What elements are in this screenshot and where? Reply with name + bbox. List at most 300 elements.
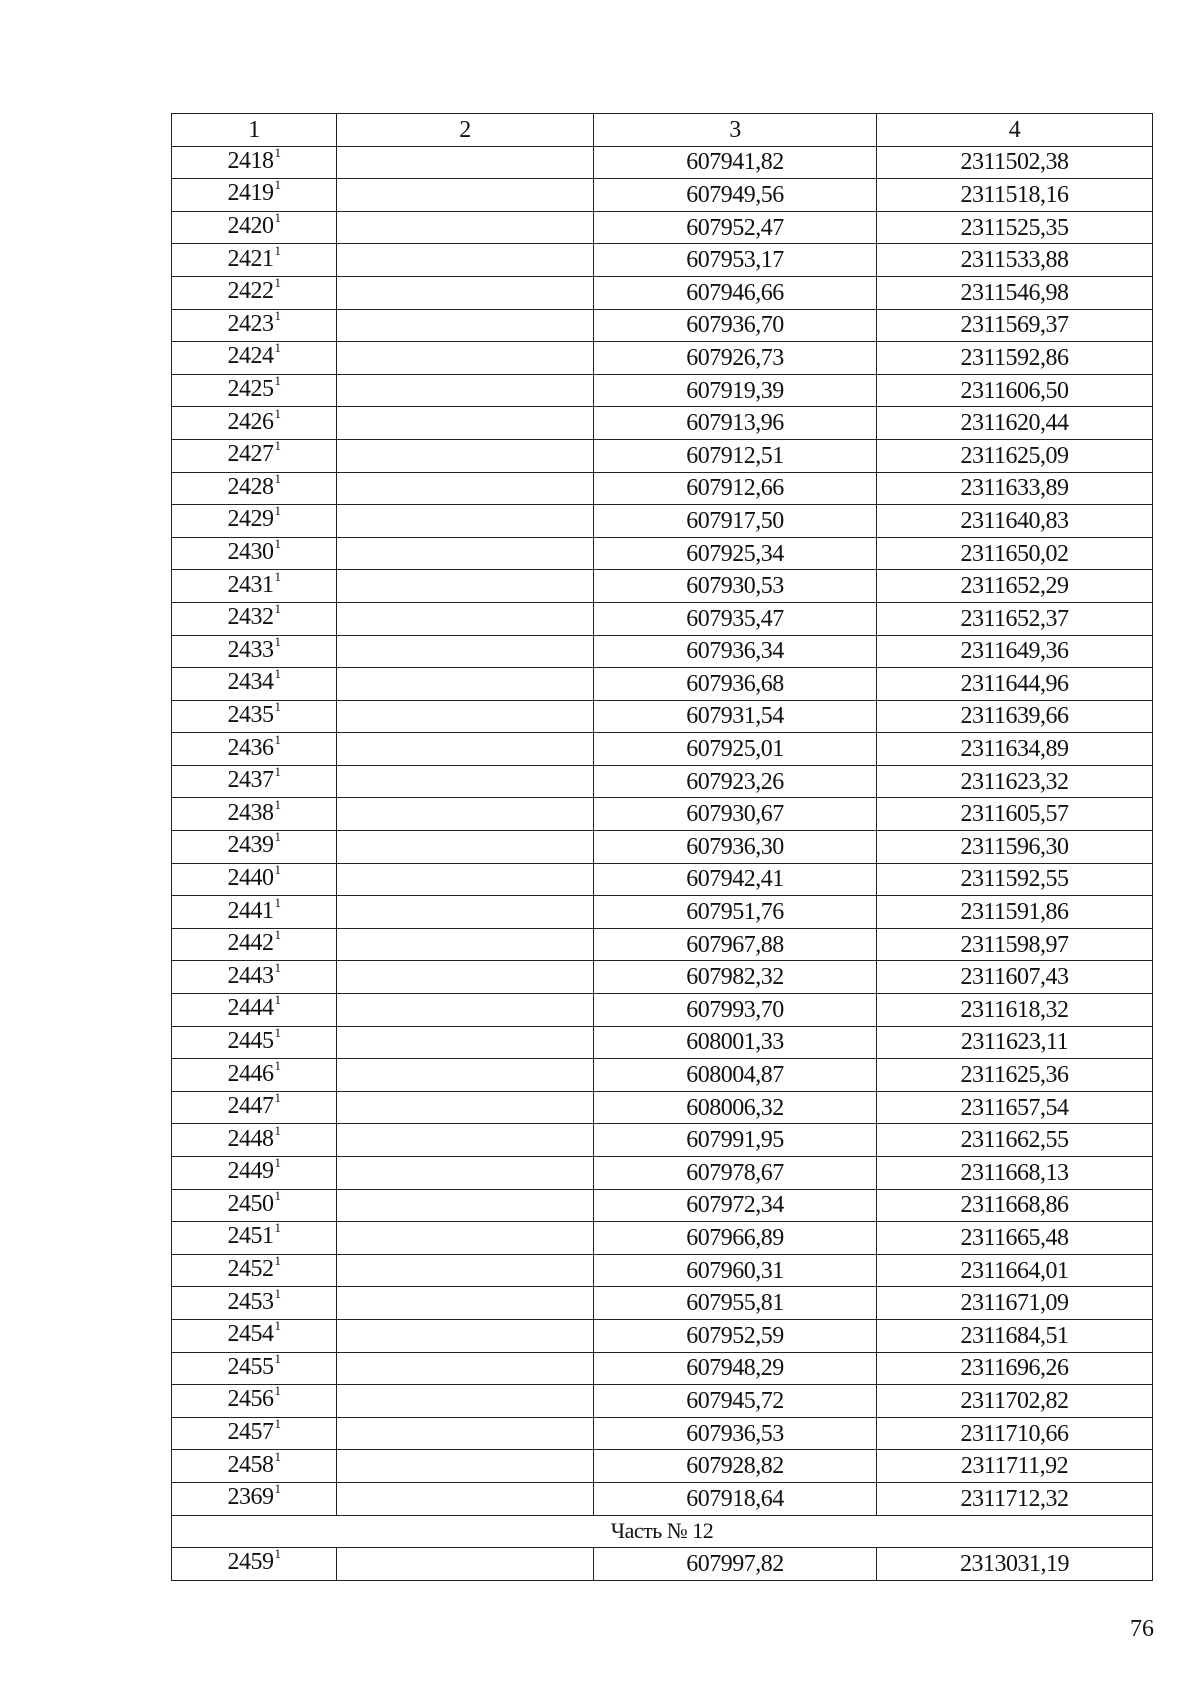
header-cell-4: 4 <box>877 114 1153 147</box>
x-coordinate-cell <box>594 831 877 864</box>
x-coordinate-cell-text: 607997,82 <box>686 1550 784 1577</box>
point-number-cell-text: 2454 <box>227 1321 274 1348</box>
col2-cell <box>337 765 594 798</box>
point-number-cell <box>172 1059 337 1092</box>
point-number-cell-text: 2440 <box>227 864 274 891</box>
y-coordinate-cell <box>877 896 1153 929</box>
table-row <box>172 831 1153 864</box>
y-coordinate-cell <box>877 244 1153 277</box>
x-coordinate-cell-text: 607978,67 <box>686 1159 784 1186</box>
part-heading-row <box>172 1515 1153 1548</box>
y-coordinate-cell <box>877 994 1153 1027</box>
point-number-cell <box>172 635 337 668</box>
table-row <box>172 211 1153 244</box>
point-number-cell-text: 2452 <box>227 1256 274 1283</box>
x-coordinate-cell <box>594 1352 877 1385</box>
y-coordinate-cell-text: 2311668,13 <box>960 1159 1069 1186</box>
x-coordinate-cell-text: 607952,59 <box>686 1322 784 1349</box>
point-number-cell-text: 2455 <box>227 1353 274 1380</box>
point-number-cell <box>172 505 337 538</box>
col2-cell <box>337 244 594 277</box>
point-number-cell-text: 2451 <box>227 1223 274 1250</box>
point-number-cell <box>172 602 337 635</box>
point-number-cell-text: 2426 <box>227 408 274 435</box>
header-cell-1: 1 <box>172 114 337 147</box>
point-number-cell <box>172 961 337 994</box>
y-coordinate-cell-text: 2311518,16 <box>960 181 1069 208</box>
y-coordinate-cell <box>877 1254 1153 1287</box>
x-coordinate-cell <box>594 570 877 603</box>
y-coordinate-cell-text: 2311592,55 <box>960 866 1069 893</box>
header-cell-2: 2 <box>337 114 594 147</box>
x-coordinate-cell-text: 607946,66 <box>686 279 784 306</box>
point-number-superscript: 1 <box>274 1319 281 1334</box>
point-number-cell <box>172 896 337 929</box>
table-row <box>172 961 1153 994</box>
y-coordinate-cell <box>877 537 1153 570</box>
col2-cell <box>337 1059 594 1092</box>
table-row <box>172 1450 1153 1483</box>
point-number-cell <box>172 1254 337 1287</box>
x-coordinate-cell-text: 607952,47 <box>686 214 784 241</box>
x-coordinate-cell-text: 607972,34 <box>686 1192 784 1219</box>
point-number-cell <box>172 1482 337 1515</box>
table-row <box>172 309 1153 342</box>
point-number-superscript: 1 <box>274 1058 281 1073</box>
y-coordinate-cell <box>877 1417 1153 1450</box>
point-number-superscript: 1 <box>274 1482 281 1497</box>
point-number-superscript: 1 <box>274 1286 281 1301</box>
col2-cell <box>337 342 594 375</box>
point-number-cell-text: 2442 <box>227 930 274 957</box>
point-number-cell-text: 2449 <box>227 1158 274 1185</box>
point-number-superscript: 1 <box>274 960 281 975</box>
header-row <box>172 114 1153 147</box>
point-number-superscript: 1 <box>274 569 281 584</box>
point-number-superscript: 1 <box>274 1189 281 1203</box>
y-coordinate-cell <box>877 1059 1153 1092</box>
y-coordinate-cell <box>877 374 1153 407</box>
y-coordinate-cell-text: 2311525,35 <box>960 214 1069 241</box>
point-number-cell <box>172 439 337 472</box>
point-number-cell <box>172 863 337 896</box>
x-coordinate-cell-text: 607993,70 <box>686 996 784 1023</box>
point-number-cell <box>172 831 337 864</box>
x-coordinate-cell <box>594 1450 877 1483</box>
y-coordinate-cell-text: 2311640,83 <box>960 507 1069 534</box>
point-number-superscript: 1 <box>274 895 281 910</box>
point-number-superscript: 1 <box>274 830 281 845</box>
point-number-cell <box>172 1124 337 1157</box>
x-coordinate-cell-text: 607960,31 <box>686 1257 784 1284</box>
col2-cell <box>337 602 594 635</box>
col2-cell <box>337 896 594 929</box>
x-coordinate-cell <box>594 668 877 701</box>
point-number-superscript: 1 <box>274 765 281 780</box>
y-coordinate-cell-text: 2311607,43 <box>960 964 1069 991</box>
x-coordinate-cell <box>594 146 877 179</box>
x-coordinate-cell <box>594 439 877 472</box>
y-coordinate-cell <box>877 602 1153 635</box>
point-number-cell <box>172 798 337 831</box>
point-number-superscript: 1 <box>274 472 281 486</box>
table-row <box>172 1548 1153 1581</box>
y-coordinate-cell-text: 2311592,86 <box>960 344 1069 371</box>
col2-cell <box>337 505 594 538</box>
y-coordinate-cell <box>877 635 1153 668</box>
x-coordinate-cell <box>594 602 877 635</box>
point-number-cell <box>172 309 337 342</box>
x-coordinate-cell-text: 607949,56 <box>686 181 784 208</box>
y-coordinate-cell-text: 2311533,88 <box>960 247 1069 274</box>
x-coordinate-cell-text: 607936,53 <box>686 1420 784 1447</box>
x-coordinate-cell <box>594 896 877 929</box>
y-coordinate-cell-text: 2311712,32 <box>960 1485 1069 1512</box>
x-coordinate-cell-text: 607942,41 <box>686 866 784 893</box>
point-number-superscript: 1 <box>274 243 281 258</box>
point-number-cell-text: 2433 <box>227 636 274 663</box>
table-row <box>172 1059 1153 1092</box>
x-coordinate-cell-text: 607991,95 <box>686 1127 784 1154</box>
point-number-superscript: 1 <box>274 928 281 943</box>
x-coordinate-cell <box>594 700 877 733</box>
table-row <box>172 1157 1153 1190</box>
col2-cell <box>337 928 594 961</box>
point-number-cell-text: 2447 <box>227 1093 274 1120</box>
x-coordinate-cell <box>594 928 877 961</box>
y-coordinate-cell <box>877 309 1153 342</box>
table-row <box>172 1026 1153 1059</box>
page-number: 76 <box>1130 1616 1154 1642</box>
x-coordinate-cell-text: 608004,87 <box>686 1062 784 1089</box>
y-coordinate-cell-text: 2311623,11 <box>960 1029 1069 1056</box>
point-number-superscript: 1 <box>274 1221 281 1236</box>
x-coordinate-cell <box>594 211 877 244</box>
table-row <box>172 1352 1153 1385</box>
col2-cell <box>337 439 594 472</box>
x-coordinate-cell <box>594 1222 877 1255</box>
table-row <box>172 765 1153 798</box>
y-coordinate-cell-text: 2311546,98 <box>960 279 1069 306</box>
y-coordinate-cell-text: 2311662,55 <box>960 1127 1069 1154</box>
point-number-cell <box>172 537 337 570</box>
point-number-cell-text: 2435 <box>227 701 274 728</box>
point-number-cell <box>172 1385 337 1418</box>
x-coordinate-cell-text: 607953,17 <box>686 247 784 274</box>
point-number-cell <box>172 211 337 244</box>
col2-cell <box>337 700 594 733</box>
y-coordinate-cell <box>877 765 1153 798</box>
y-coordinate-cell-text: 2311684,51 <box>960 1322 1069 1349</box>
point-number-cell-text: 2425 <box>227 376 274 403</box>
point-number-superscript: 1 <box>274 1547 281 1562</box>
point-number-superscript: 1 <box>274 374 281 389</box>
point-number-cell-text: 2453 <box>227 1288 274 1315</box>
table-row <box>172 668 1153 701</box>
x-coordinate-cell-text: 607936,34 <box>686 638 784 665</box>
point-number-cell <box>172 1450 337 1483</box>
table-row <box>172 863 1153 896</box>
y-coordinate-cell <box>877 505 1153 538</box>
table-row <box>172 1482 1153 1515</box>
point-number-cell-text: 2420 <box>227 213 274 240</box>
point-number-superscript: 1 <box>274 1091 281 1106</box>
x-coordinate-cell <box>594 994 877 1027</box>
x-coordinate-cell <box>594 374 877 407</box>
point-number-cell <box>172 146 337 179</box>
table-row <box>172 1417 1153 1450</box>
x-coordinate-cell-text: 607945,72 <box>686 1387 784 1414</box>
col2-cell <box>337 309 594 342</box>
x-coordinate-cell <box>594 1287 877 1320</box>
point-number-superscript: 1 <box>274 1254 281 1269</box>
point-number-superscript: 1 <box>274 537 281 552</box>
x-coordinate-cell-text: 607917,50 <box>686 507 784 534</box>
point-number-superscript: 1 <box>274 1352 281 1366</box>
x-coordinate-cell <box>594 1319 877 1352</box>
point-number-cell <box>172 1157 337 1190</box>
y-coordinate-cell-text: 2311696,26 <box>960 1355 1069 1382</box>
point-number-cell-text: 2441 <box>227 897 274 924</box>
y-coordinate-cell-text: 2311605,57 <box>960 801 1069 828</box>
point-number-superscript: 1 <box>274 667 281 682</box>
y-coordinate-cell <box>877 1124 1153 1157</box>
col2-cell <box>337 831 594 864</box>
point-number-superscript: 1 <box>274 276 281 291</box>
x-coordinate-cell-text: 608006,32 <box>686 1094 784 1121</box>
point-number-superscript: 1 <box>274 146 281 160</box>
table-row <box>172 1091 1153 1124</box>
point-number-cell-text: 2432 <box>227 604 274 631</box>
point-number-cell <box>172 700 337 733</box>
y-coordinate-cell-text: 2311649,36 <box>960 638 1069 665</box>
y-coordinate-cell-text: 2311598,97 <box>960 931 1069 958</box>
y-coordinate-cell <box>877 1157 1153 1190</box>
x-coordinate-cell <box>594 1482 877 1515</box>
point-number-cell <box>172 733 337 766</box>
point-number-cell-text: 2369 <box>227 1484 274 1511</box>
x-coordinate-cell <box>594 407 877 440</box>
col2-cell <box>337 179 594 212</box>
col2-cell <box>337 374 594 407</box>
point-number-cell-text: 2423 <box>227 310 274 337</box>
x-coordinate-cell-text: 607919,39 <box>686 377 784 404</box>
x-coordinate-cell-text: 607912,51 <box>686 442 784 469</box>
col2-cell <box>337 407 594 440</box>
y-coordinate-cell-text: 2311652,37 <box>960 605 1069 632</box>
y-coordinate-cell <box>877 1385 1153 1418</box>
point-number-cell <box>172 1548 337 1581</box>
table-row <box>172 276 1153 309</box>
point-number-superscript: 1 <box>274 1384 281 1399</box>
x-coordinate-cell <box>594 1124 877 1157</box>
x-coordinate-cell <box>594 505 877 538</box>
col2-cell <box>337 146 594 179</box>
y-coordinate-cell <box>877 570 1153 603</box>
table-row <box>172 733 1153 766</box>
point-number-cell <box>172 1091 337 1124</box>
y-coordinate-cell <box>877 1091 1153 1124</box>
col2-cell <box>337 1254 594 1287</box>
x-coordinate-cell-text: 607955,81 <box>686 1290 784 1317</box>
col2-cell <box>337 1417 594 1450</box>
table-row <box>172 342 1153 375</box>
x-coordinate-cell-text: 607931,54 <box>686 703 784 730</box>
y-coordinate-cell-text: 2311620,44 <box>960 410 1069 437</box>
point-number-superscript: 1 <box>274 178 281 193</box>
col2-cell <box>337 635 594 668</box>
x-coordinate-cell <box>594 179 877 212</box>
table-row <box>172 1319 1153 1352</box>
point-number-superscript: 1 <box>274 635 281 649</box>
x-coordinate-cell <box>594 1091 877 1124</box>
table-row <box>172 1254 1153 1287</box>
point-number-cell-text: 2431 <box>227 571 274 598</box>
x-coordinate-cell <box>594 244 877 277</box>
table-row <box>172 798 1153 831</box>
point-number-cell-text: 2436 <box>227 734 274 761</box>
x-coordinate-cell-text: 607951,76 <box>686 899 784 926</box>
y-coordinate-cell-text: 2311569,37 <box>960 312 1069 339</box>
y-coordinate-cell <box>877 961 1153 994</box>
y-coordinate-cell <box>877 1189 1153 1222</box>
table-row <box>172 146 1153 179</box>
col2-cell <box>337 1482 594 1515</box>
x-coordinate-cell-text: 608001,33 <box>686 1029 784 1056</box>
point-number-cell-text: 2446 <box>227 1060 274 1087</box>
x-coordinate-cell-text: 607935,47 <box>686 605 784 632</box>
x-coordinate-cell <box>594 798 877 831</box>
table-row <box>172 537 1153 570</box>
y-coordinate-cell <box>877 1352 1153 1385</box>
point-number-cell <box>172 1222 337 1255</box>
col2-cell <box>337 668 594 701</box>
point-number-cell <box>172 1189 337 1222</box>
point-number-cell-text: 2458 <box>227 1451 274 1478</box>
col2-cell <box>337 1548 594 1581</box>
point-number-superscript: 1 <box>274 341 281 356</box>
point-number-cell <box>172 1352 337 1385</box>
coordinates-table <box>171 113 1153 1581</box>
point-number-cell-text: 2438 <box>227 799 274 826</box>
y-coordinate-cell-text: 2311657,54 <box>960 1094 1069 1121</box>
y-coordinate-cell <box>877 798 1153 831</box>
y-coordinate-cell-text: 2311633,89 <box>960 475 1069 502</box>
point-number-cell <box>172 994 337 1027</box>
col2-cell <box>337 1091 594 1124</box>
table-row <box>172 570 1153 603</box>
x-coordinate-cell <box>594 309 877 342</box>
table-row <box>172 896 1153 929</box>
table-row <box>172 407 1153 440</box>
point-number-superscript: 1 <box>274 1417 281 1432</box>
point-number-cell <box>172 1319 337 1352</box>
y-coordinate-cell-text: 2311664,01 <box>960 1257 1069 1284</box>
col2-cell <box>337 1352 594 1385</box>
point-number-superscript: 1 <box>274 211 281 226</box>
col2-cell <box>337 472 594 505</box>
y-coordinate-cell-text: 2311650,02 <box>960 540 1069 567</box>
x-coordinate-cell-text: 607941,82 <box>686 149 784 176</box>
y-coordinate-cell <box>877 472 1153 505</box>
y-coordinate-cell <box>877 276 1153 309</box>
col2-cell <box>337 1450 594 1483</box>
y-coordinate-cell-text: 2311644,96 <box>960 670 1069 697</box>
y-coordinate-cell-text: 2311591,86 <box>960 899 1069 926</box>
point-number-cell <box>172 374 337 407</box>
x-coordinate-cell-text: 607948,29 <box>686 1355 784 1382</box>
x-coordinate-cell-text: 607925,01 <box>686 736 784 763</box>
col2-cell <box>337 863 594 896</box>
y-coordinate-cell <box>877 407 1153 440</box>
x-coordinate-cell <box>594 472 877 505</box>
y-coordinate-cell <box>877 831 1153 864</box>
y-coordinate-cell <box>877 1319 1153 1352</box>
col2-cell <box>337 1319 594 1352</box>
point-number-cell-text: 2445 <box>227 1027 274 1054</box>
col2-cell <box>337 570 594 603</box>
point-number-cell-text: 2418 <box>227 147 274 174</box>
y-coordinate-cell <box>877 211 1153 244</box>
x-coordinate-cell <box>594 765 877 798</box>
point-number-cell-text: 2430 <box>227 539 274 566</box>
x-coordinate-cell-text: 607928,82 <box>686 1453 784 1480</box>
y-coordinate-cell <box>877 1026 1153 1059</box>
x-coordinate-cell <box>594 276 877 309</box>
col2-cell <box>337 211 594 244</box>
point-number-cell-text: 2424 <box>227 343 274 370</box>
x-coordinate-cell-text: 607982,32 <box>686 964 784 991</box>
point-number-cell <box>172 668 337 701</box>
point-number-superscript: 1 <box>274 700 281 714</box>
x-coordinate-cell-text: 607912,66 <box>686 475 784 502</box>
col2-cell <box>337 537 594 570</box>
x-coordinate-cell <box>594 1385 877 1418</box>
header-cell-3: 3 <box>594 114 877 147</box>
point-number-superscript: 1 <box>274 1026 281 1040</box>
y-coordinate-cell-text: 2311710,66 <box>960 1420 1069 1447</box>
y-coordinate-cell-text: 2311625,36 <box>960 1062 1069 1089</box>
table-row <box>172 602 1153 635</box>
point-number-cell-text: 2459 <box>227 1549 274 1576</box>
y-coordinate-cell-text: 2311711,92 <box>960 1453 1069 1480</box>
point-number-cell <box>172 1417 337 1450</box>
x-coordinate-cell <box>594 1026 877 1059</box>
point-number-cell-text: 2428 <box>227 473 274 500</box>
y-coordinate-cell-text: 2311634,89 <box>960 736 1069 763</box>
x-coordinate-cell <box>594 1059 877 1092</box>
y-coordinate-cell-text: 2311618,32 <box>960 996 1069 1023</box>
point-number-cell-text: 2427 <box>227 441 274 468</box>
x-coordinate-cell <box>594 635 877 668</box>
y-coordinate-cell-text: 2311606,50 <box>960 377 1069 404</box>
point-number-superscript: 1 <box>274 993 281 1008</box>
col2-cell <box>337 1157 594 1190</box>
point-number-cell-text: 2419 <box>227 180 274 207</box>
col2-cell <box>337 733 594 766</box>
point-number-cell <box>172 765 337 798</box>
x-coordinate-cell-text: 607925,34 <box>686 540 784 567</box>
coordinates-table-body <box>172 114 1153 1581</box>
table-row <box>172 439 1153 472</box>
col2-cell <box>337 1287 594 1320</box>
x-coordinate-cell-text: 607967,88 <box>686 931 784 958</box>
y-coordinate-cell-text: 2311596,30 <box>960 833 1069 860</box>
point-number-cell-text: 2448 <box>227 1125 274 1152</box>
table-row <box>172 700 1153 733</box>
point-number-superscript: 1 <box>274 863 281 877</box>
y-coordinate-cell <box>877 179 1153 212</box>
